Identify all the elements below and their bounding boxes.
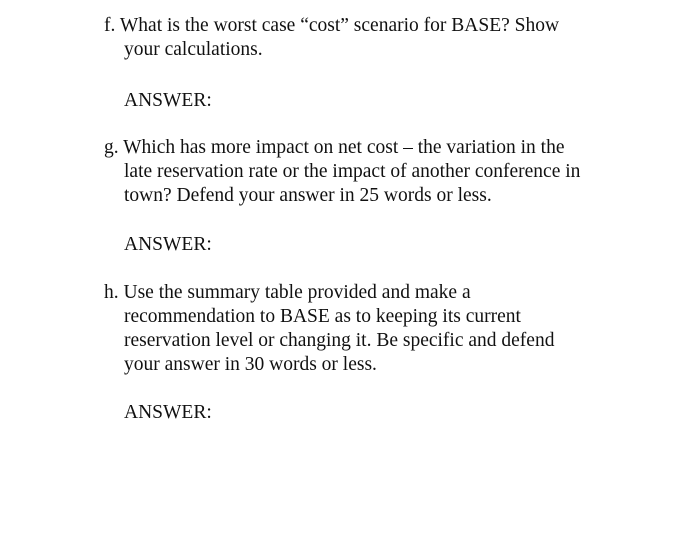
answer-label-h: ANSWER: <box>124 402 212 423</box>
question-f-line-1: f. What is the worst case “cost” scenario for BASE? Show <box>104 15 560 36</box>
question-g <box>104 136 664 208</box>
question-f-line-2: your calculations. <box>124 39 263 60</box>
question-h-line-3: reservation level or changing it. Be specific and defend <box>124 330 555 351</box>
question-h <box>104 281 664 377</box>
question-g-line-2: late reservation rate or the impact of another conference in <box>124 161 581 182</box>
answer-label-f: ANSWER: <box>124 90 212 111</box>
question-h-line-2: recommendation to BASE as to keeping its current <box>124 306 521 327</box>
answer-label-g: ANSWER: <box>124 234 212 255</box>
question-g-line-3: town? Defend your answer in 25 words or less. <box>124 185 492 206</box>
question-h-line-1: h. Use the summary table provided and make a <box>104 282 471 303</box>
question-h-line-4: your answer in 30 words or less. <box>124 354 377 375</box>
question-f <box>104 14 664 62</box>
question-g-line-1: g. Which has more impact on net cost – the variation in the <box>104 137 565 158</box>
